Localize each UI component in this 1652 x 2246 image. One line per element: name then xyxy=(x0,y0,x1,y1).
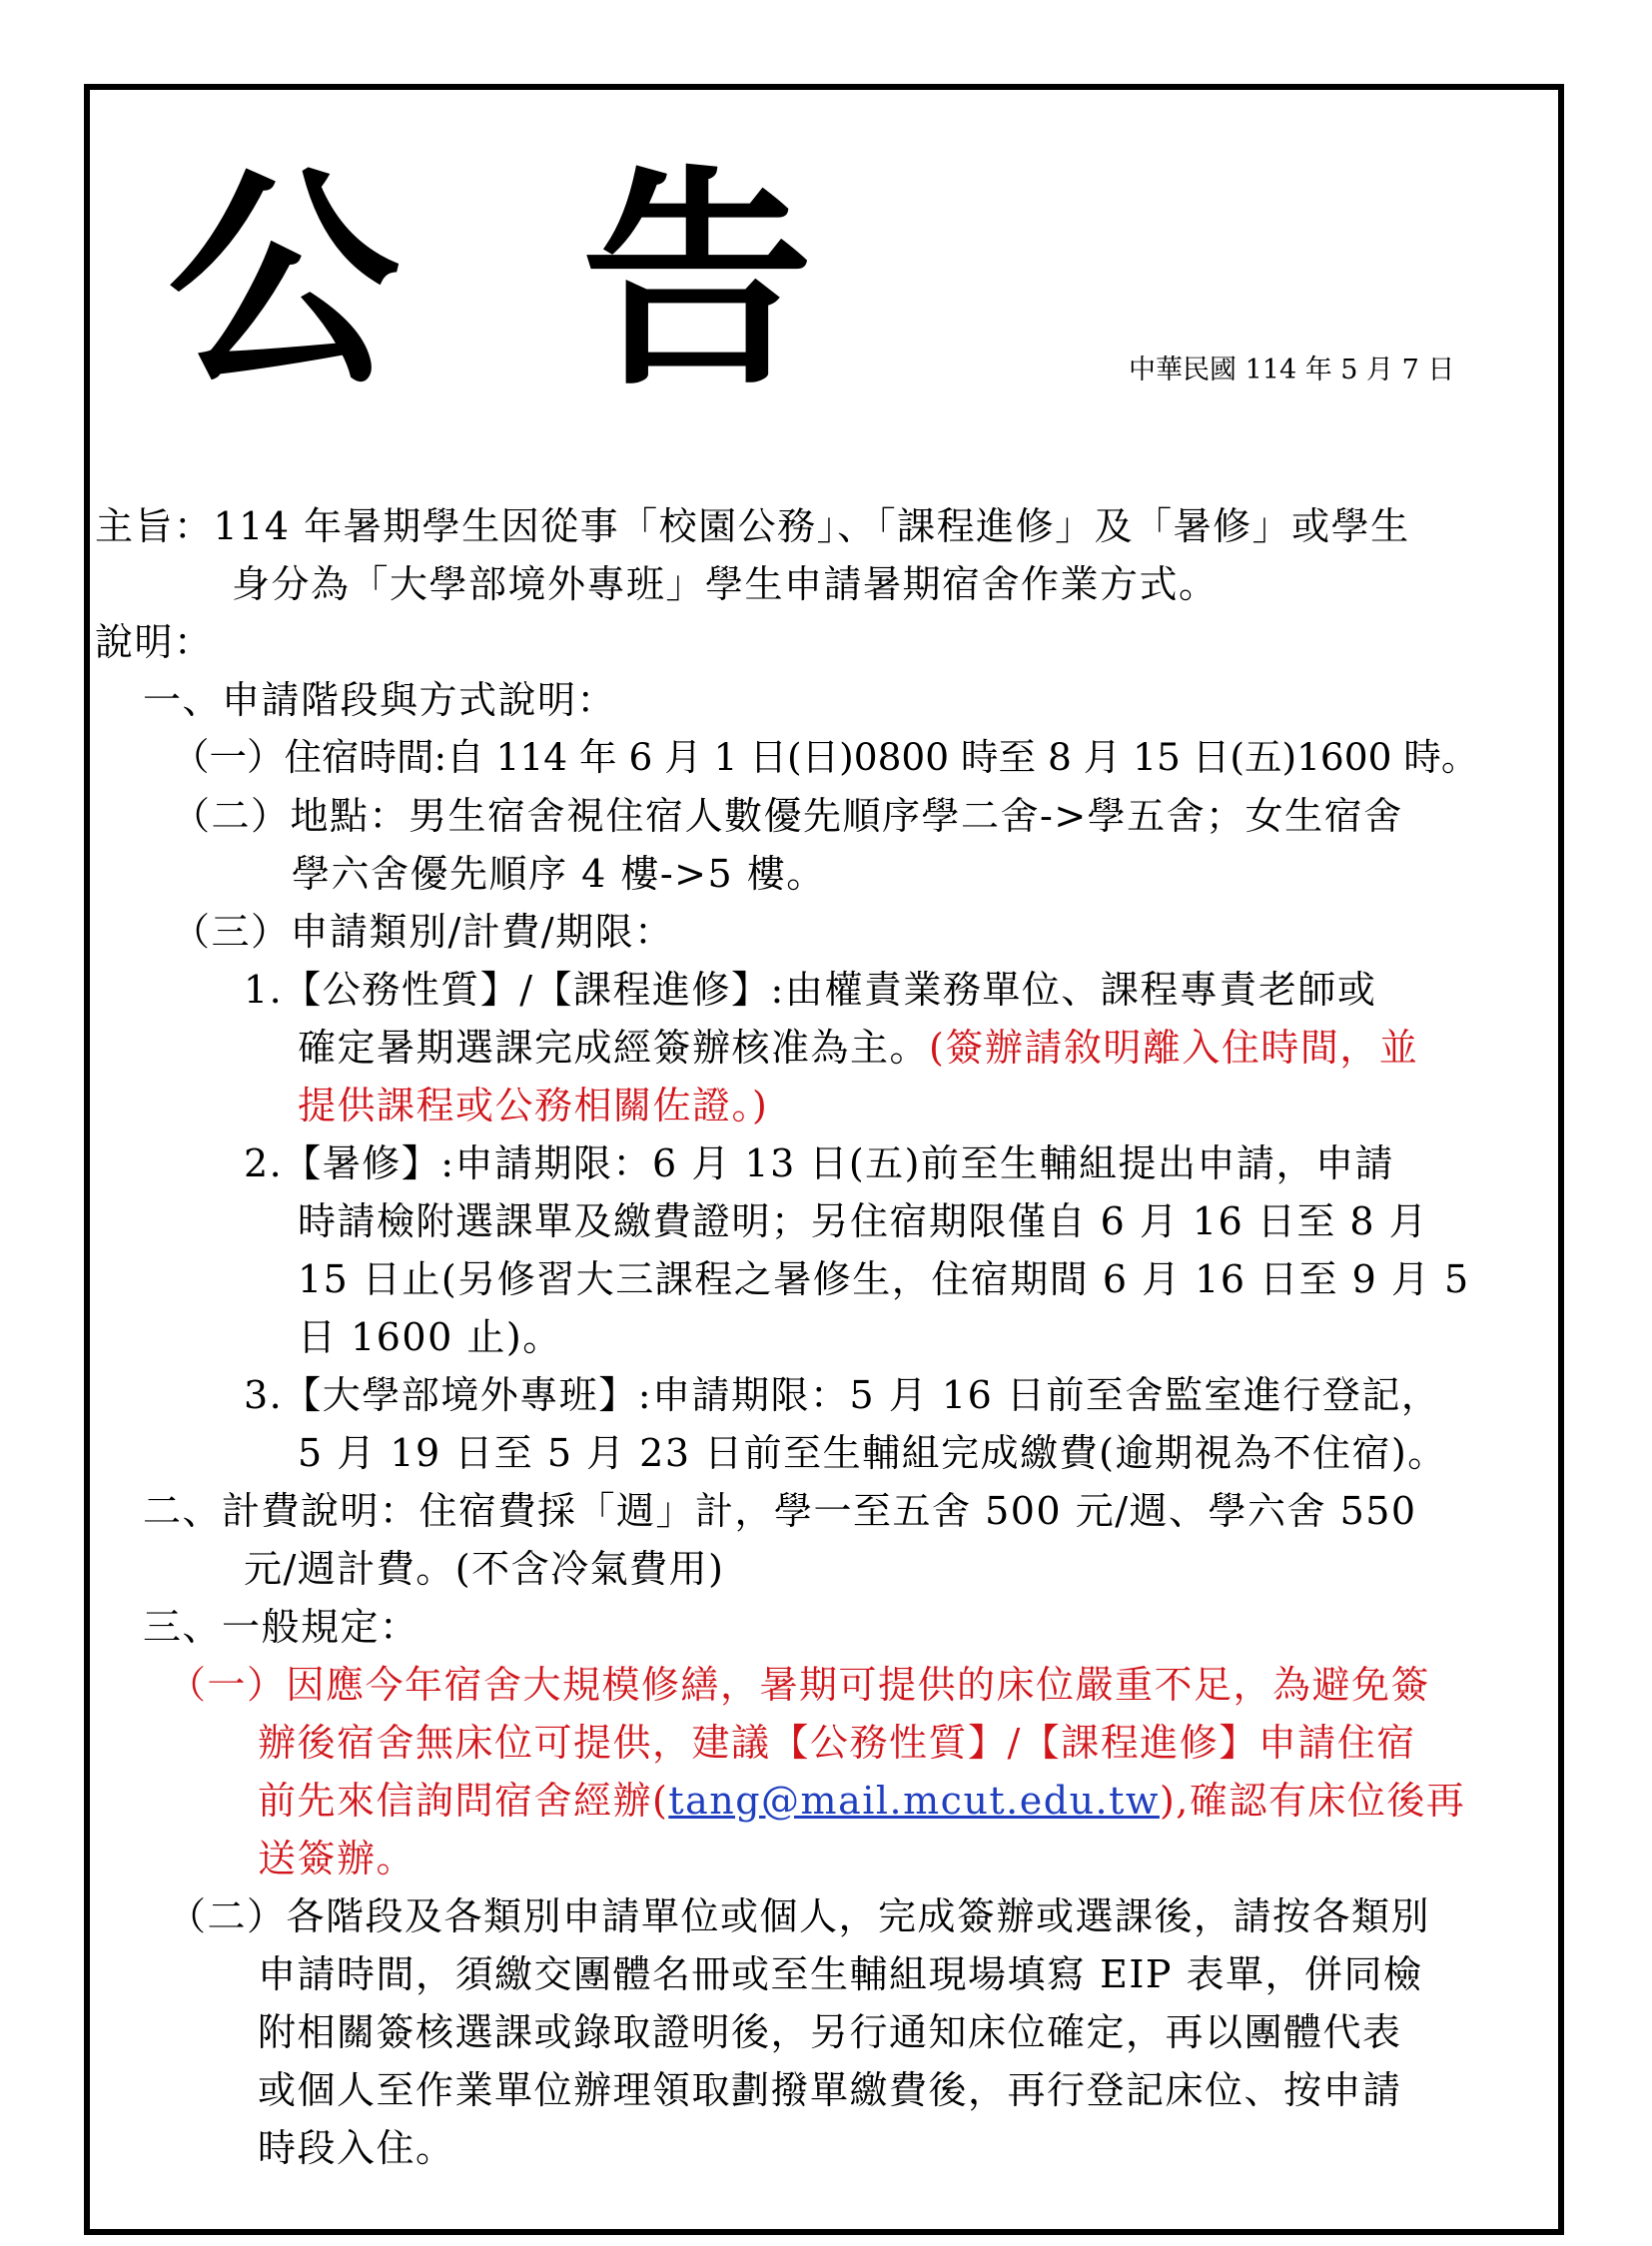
dorm-contact-email-link[interactable]: tang@mail.mcut.edu.tw xyxy=(668,1779,1160,1823)
section1-heading: 一、申請階段與方式說明： xyxy=(143,678,617,722)
section1-item1: （一）住宿時間:自 114 年 6 月 1 日(日)0800 時至 8 月 15 日(五)1600 時。 xyxy=(172,735,1479,779)
sub1-line-2 xyxy=(298,1026,1419,1070)
section3-item2-line-1: （二）各階段及各類別申請單位或個人，完成簽辦或選課後，請按各類別 xyxy=(168,1894,1431,1938)
sub1-line-2-text: 確定暑期選課完成經簽辦核准為主。 xyxy=(298,1026,930,1070)
section3-item1-line-4: 送簽辦。 xyxy=(258,1837,416,1880)
sub2-line-1: 2.【暑修】:申請期限：6 月 13 日(五)前至生輔組提出申請，申請 xyxy=(244,1141,1394,1185)
sub2-line-4: 日 1600 止)。 xyxy=(298,1315,562,1359)
sub2-line-3: 15 日止(另修習大三課程之暑修生，住宿期間 6 月 16 日至 9 月 5 xyxy=(298,1257,1470,1301)
section3-heading: 三、一般規定： xyxy=(143,1605,419,1649)
section3-item2-line-5: 時段入住。 xyxy=(258,2126,455,2170)
section3-item2-line-3: 附相關簽核選課或錄取證明後，另行通知床位確定，再以團體代表 xyxy=(258,2010,1402,2054)
section1-item3: （三）申請類別/計費/期限： xyxy=(172,910,674,954)
section2-line-1: 二、計費說明：住宿費採「週」計，學一至五舍 500 元/週、學六舍 550 xyxy=(143,1489,1417,1533)
section3-item1-line-3 xyxy=(258,1779,1466,1823)
section3-item2-line-2: 申請時間，須繳交團體名冊或至生輔組現場填寫 EIP 表單，併同檢 xyxy=(258,1952,1423,1996)
section3-item2-line-4: 或個人至作業單位辦理領取劃撥單繳費後，再行登記床位、按申請 xyxy=(258,2068,1402,2112)
section1-item2-line-1: （二）地點：男生宿舍視住宿人數優先順序學二舍->學五舍；女生宿舍 xyxy=(172,794,1403,838)
announcement-title-char-1: 公 xyxy=(168,144,401,416)
section1-item2-line-2: 學六舍優先順序 4 樓->5 樓。 xyxy=(292,852,826,896)
section2-line-2: 元/週計費。(不含冷氣費用) xyxy=(244,1547,725,1591)
explain-label: 說明： xyxy=(95,620,214,664)
announcement-date: 中華民國 114 年 5 月 7 日 xyxy=(1129,355,1455,385)
sub3-line-2: 5 月 19 日至 5 月 23 日前至生輔組完成繳費(逾期視為不住宿)。 xyxy=(298,1431,1447,1475)
announcement-title-char-2: 告 xyxy=(581,144,814,416)
sub1-line-1: 1.【公務性質】/【課程進修】:由權責業務單位、課程專責老師或 xyxy=(244,968,1377,1012)
sub1-note-red: (簽辦請敘明離入住時間，並 xyxy=(929,1026,1419,1070)
sub2-line-2: 時請檢附選課單及繳費證明；另住宿期限僅自 6 月 16 日至 8 月 xyxy=(298,1199,1429,1243)
subject-line-1: 主旨：114 年暑期學生因從事「校園公務」、「課程進修」及「暑修」或學生 xyxy=(95,504,1410,548)
sub3-line-1: 3.【大學部境外專班】:申請期限：5 月 16 日前至舍監室進行登記， xyxy=(244,1373,1441,1417)
sub1-line-3: 提供課程或公務相關佐證。) xyxy=(298,1084,769,1127)
subject-line-2: 身分為「大學部境外專班」學生申請暑期宿舍作業方式。 xyxy=(232,562,1219,606)
section3-item1-line-2: 辦後宿舍無床位可提供，建議【公務性質】/【課程進修】申請住宿 xyxy=(258,1721,1416,1765)
section3-item1-line-3a: 前先來信詢問宿舍經辦( xyxy=(258,1779,669,1823)
section3-item1-line-3b: ),確認有床位後再 xyxy=(1159,1779,1466,1823)
section3-item1-line-1: （一）因應今年宿舍大規模修繕，暑期可提供的床位嚴重不足，為避免簽 xyxy=(168,1663,1431,1707)
